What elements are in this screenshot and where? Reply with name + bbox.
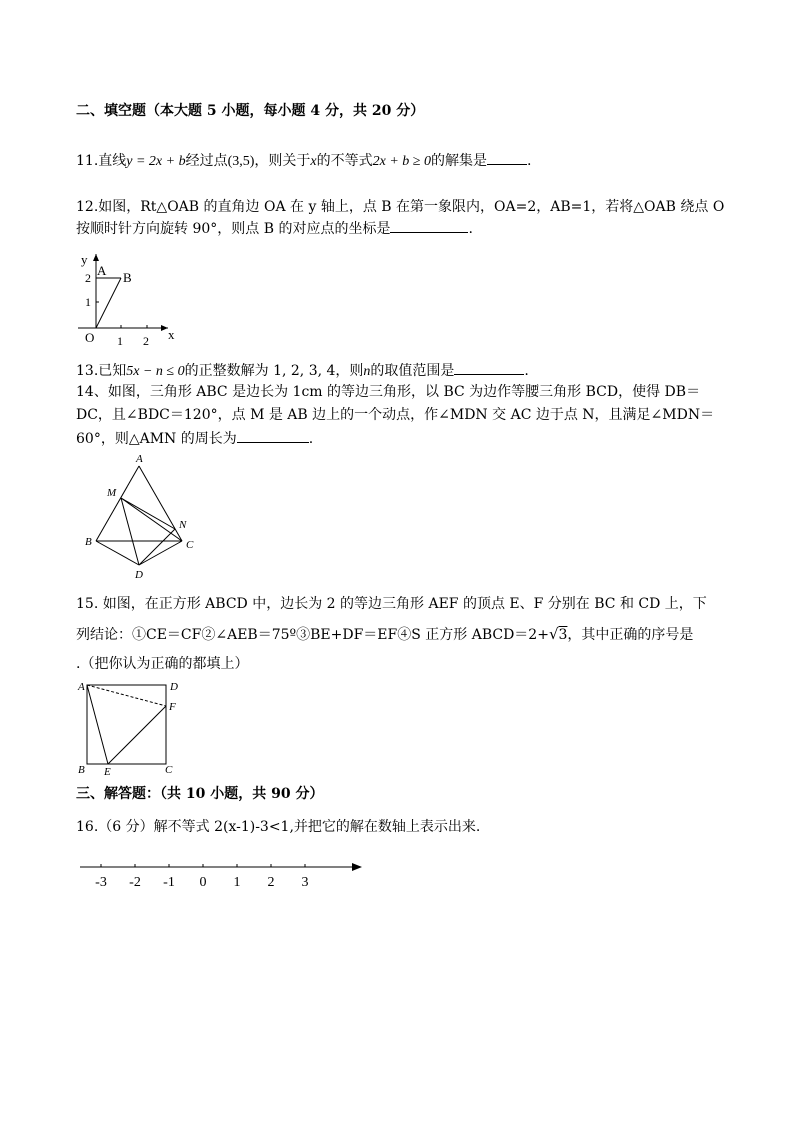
fig12-tick-y-1: 1 (85, 295, 91, 309)
fig15-point-b: B (78, 764, 85, 776)
fig15-point-d: D (170, 681, 178, 693)
number-line-label: 2 (267, 875, 275, 890)
question-13: 13.已知5x − n ≤ 0的正整数解为 1, 2, 3, 4，则n的取值范围是 . (76, 360, 529, 382)
number-line-label: 1 (233, 875, 241, 890)
fig12-tick-x-1: 1 (117, 334, 123, 348)
fig15-point-f: F (169, 701, 176, 713)
number-line-label: -1 (163, 875, 175, 890)
number-line-label: -2 (129, 875, 141, 890)
q12-coordinate-figure (70, 250, 190, 350)
fig14-point-n: N (179, 519, 187, 531)
question-11: 11.直线y = 2x + b经过点(3,5)，则关于x的不等式2x + b ≥ 0的解集是 . (76, 150, 531, 172)
fig14-point-a: A (136, 453, 143, 465)
fig14-point-d: D (135, 569, 143, 581)
fig15-point-c: C (165, 764, 173, 776)
q14-triangle-figure (82, 452, 212, 584)
question-12-line-1: 12.如图，Rt△OAB 的直角边 OA 在 y 轴上，点 B 在第一象限内，OA=2，AB=1，若将△OAB 绕点 O (76, 199, 725, 215)
number-line-label: 0 (199, 875, 207, 890)
number-line-label: 3 (301, 875, 309, 890)
question-15-line-3: .（把你认为正确的都填上） (76, 656, 249, 672)
fig15-point-e: E (104, 766, 111, 778)
fig12-origin-o: O (85, 330, 95, 345)
question-14-line-1: 14、如图，三角形 ABC 是边长为 1cm 的等边三角形，以 BC 为边作等腰三角形 BCD，使得 DB＝ (76, 384, 701, 400)
answer-blank-12[interactable] (390, 218, 468, 233)
answer-blank-11[interactable] (487, 150, 527, 165)
fig12-point-b: B (123, 270, 132, 285)
q15-square-figure (76, 678, 186, 776)
fig14-point-b: B (85, 536, 92, 548)
number-line-label: -3 (95, 875, 107, 890)
fig12-point-a: A (97, 263, 107, 278)
sqrt-radicand: 3 (558, 627, 568, 643)
question-15-line-1: 15. 如图，在正方形 ABCD 中，边长为 2 的等边三角形 AEF 的顶点 E、F 分别在 BC 和 CD 上，下 (76, 596, 707, 612)
fig12-y-label: y (81, 252, 88, 267)
section-2-heading: 二、填空题（本大题 5 小题，每小题 4 分，共 20 分） (76, 103, 425, 119)
section-3-heading: 三、解答题：（共 10 小题，共 90 分） (76, 786, 324, 802)
question-16: 16.（6 分）解不等式 2(x-1)-3<1,并把它的解在数轴上表示出来. (76, 819, 481, 835)
fig14-point-m: M (107, 487, 117, 499)
answer-blank-13[interactable] (454, 360, 524, 375)
question-14-line-2: DC，且∠BDC＝120°，点 M 是 AB 边上的一个动点，作∠MDN 交 AC 边于点 N，且满足∠MDN＝ (76, 407, 715, 423)
question-15-line-2: 列结论：①CE＝CF②∠AEB＝75º③BE+DF＝EF④S 正方形 ABCD＝2+√3，其中正确的序号是 (76, 625, 694, 643)
q16-number-line (76, 856, 366, 892)
fig15-point-a: A (78, 681, 85, 693)
fig14-point-c: C (186, 539, 194, 551)
fig12-tick-x-2: 2 (143, 334, 149, 348)
question-12-line-2: 按顺时针方向旋转 90°，则点 B 的对应点的坐标是 . (76, 218, 473, 239)
question-14-line-3: 60°，则△AMN 的周长为 . (76, 428, 313, 449)
fig12-x-label: x (168, 327, 175, 342)
answer-blank-14[interactable] (237, 428, 309, 443)
fig12-tick-y-2: 2 (85, 271, 91, 285)
